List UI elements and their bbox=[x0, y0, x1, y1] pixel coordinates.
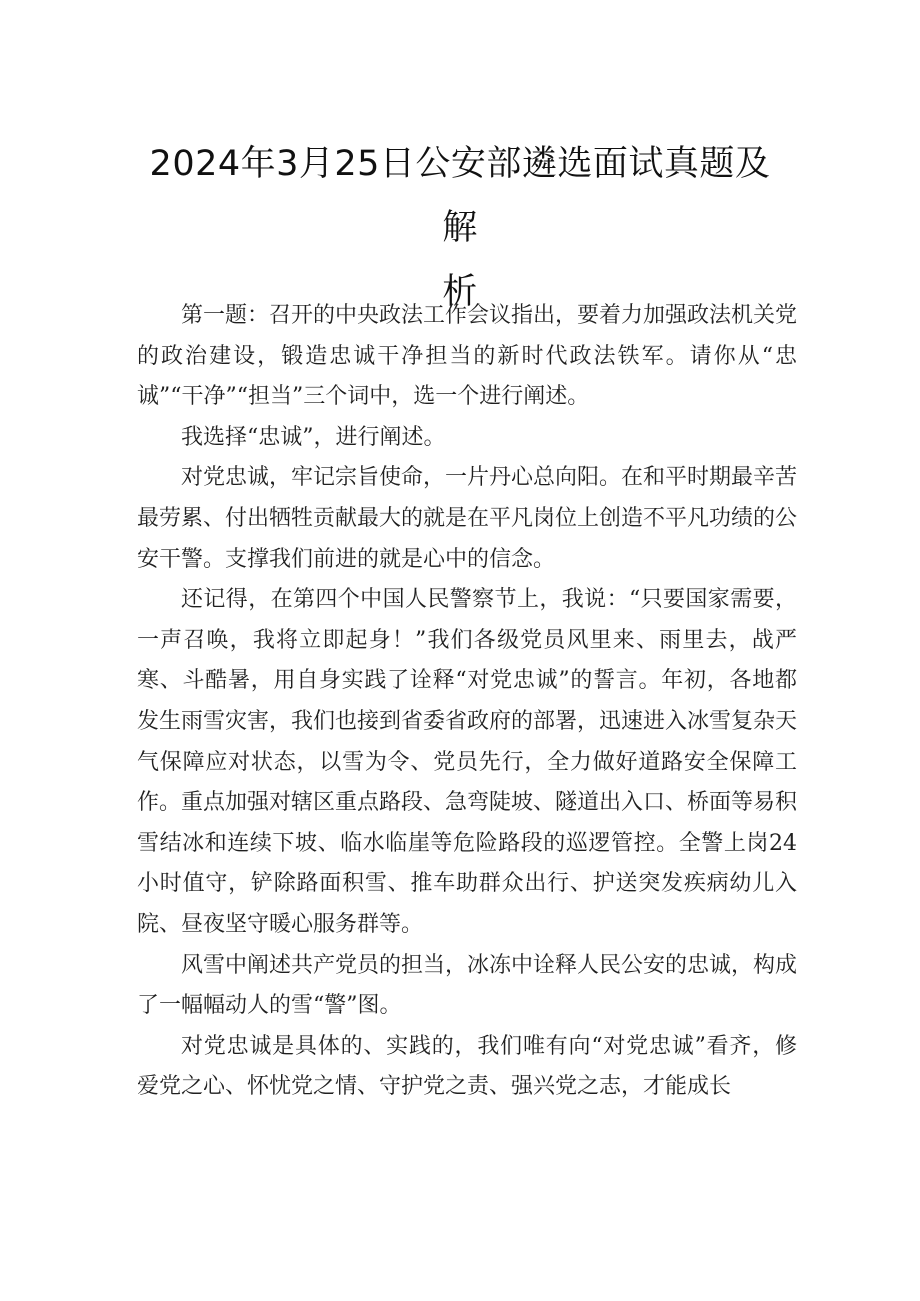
paragraph-loyalty: 对党忠诚，牢记宗旨使命，一片丹心总向阳。在和平时期最辛苦最劳累、付出牺牲贡献最大的就是在平凡岗位上创造不平凡功绩的公安干警。支撑我们前进的就是心中的信念。 bbox=[137, 465, 798, 572]
document-body bbox=[137, 296, 797, 1108]
paragraph-snow-police: 风雪中阐述共产党员的担当，冰冻中诠释人民公安的忠诚，构成了一幅幅动人的雪“警”图。 bbox=[137, 952, 798, 1019]
title-line-2: 析 bbox=[442, 272, 478, 312]
paragraph-conclusion: 对党忠诚是具体的、实践的，我们唯有向“对党忠诚”看齐，修爱党之心、怀忧党之情、守护党之责、强兴党之志，才能成长 bbox=[137, 1033, 797, 1100]
paragraph-choice: 我选择“忠诚”，进行阐述。 bbox=[181, 424, 446, 450]
paragraph-question: 第一题：召开的中央政法工作会议指出，要着力加强政法机关党的政治建设，锻造忠诚干净担当的新时代政法铁军。请你从“忠诚”“干净”“担当”三个词中，选一个进行阐述。 bbox=[137, 303, 798, 410]
paragraph-police-day: 还记得，在第四个中国人民警察节上，我说：“只要国家需要，一声召唤，我将立即起身！”我们各级党员风里来、雨里去，战严寒、斗酷暑，用自身实践了诠释“对党忠诚”的誓言。年初，各地都发生雨雪灾害，我们也接到省委省政府的部署，迅速进入冰雪复杂天气保障应对状态，以雪为令、党员先行，全力做好道路安全保障工作。重点加强对辖区重点路段、急弯陡坡、隧道出入口、桥面等易积雪结冰和连续下坡、临水临崖等危险路段的巡逻管控。全警上岗24小时值守，铲除路面积雪、推车助群众出行、护送突发疾病幼儿入院、昼夜坚守暖心服务群等。 bbox=[137, 587, 798, 937]
title-line-1: 2024年3月25日公安部遴选面试真题及解 bbox=[149, 144, 771, 248]
